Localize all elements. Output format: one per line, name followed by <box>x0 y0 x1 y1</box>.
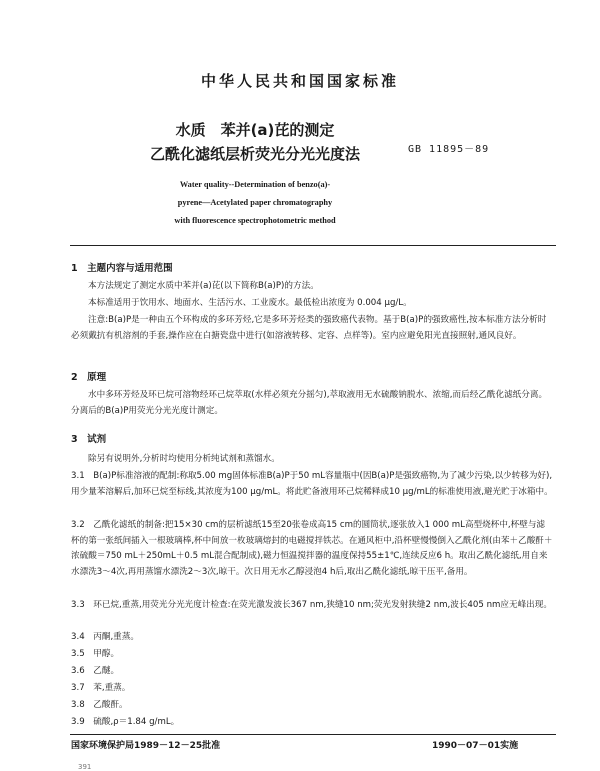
document-title <box>110 118 400 166</box>
item-3-6: 3.6 乙醚。 <box>71 666 120 676</box>
approval-date: 国家环境保护局1989－12－25批准 <box>71 741 221 751</box>
item-3-3: 3.3 环已烷,重蒸,用荧光分光光度计检查:在荧光激发波长367 nm,狭缝10 nm;荧光发射狭缝2 nm,波长405 nm应无峰出现。 <box>71 600 552 610</box>
section-3-intro: 除另有说明外,分析时均使用分析纯试剂和蒸馏水。 <box>88 454 280 464</box>
english-title-line-2: pyrene—Acetylated paper chromatography <box>177 198 333 207</box>
english-title-line-3: with fluorescence spectrophotometric method <box>174 216 336 225</box>
item-3-2: 3.2 乙酰化滤纸的制备:把15×30 cm的层析滤纸15至20张卷成高15 cm的圆筒状,逐张放入1 000 mL高型烧杯中,杯壁与滤杯的第一张纸间插入一根玻璃棒,杯中间放一枚玻璃熔封的电磁搅拌铁芯。在通风柜中,沿杯壁慢慢倒入乙酰化剂(由苯＋乙酸酐＋浓硫酸＝750 mL＋250mL＋0.5 mL混合配制成),磁力恒温搅拌器的温度保持55±1℃,连续反应6 h。取出乙酰化滤纸,用自来水漂洗3～4次,再用蒸馏水漂洗2～3次,晾干。次日用无水乙醇浸泡4 h后,取出乙酰化滤纸,晾干压平,备用。 <box>71 520 553 577</box>
item-3-4: 3.4 丙酮,重蒸。 <box>71 632 139 642</box>
english-title-line-1: Water quality--Determination of benzo(a)- <box>179 180 331 189</box>
effective-date: 1990－07－01实施 <box>432 741 519 751</box>
title-line-2: 乙酰化滤纸层析荧光分光光度法 <box>149 145 360 163</box>
footer-divider <box>70 734 556 735</box>
section-2-heading: 2 原理 <box>71 372 107 383</box>
header-divider <box>70 245 556 246</box>
section-1-note: 注意:B(a)P是一种由五个环构成的多环芳烃,它是多环芳烃类的强致癌代表物。基于B(a)P的强致癌性,按本标准方法分析时必须戴抗有机溶剂的手套,操作应在白搪瓷盘中进行(如溶液转移、定容、点样等)。室内应避免阳光直接照射,通风良好。 <box>71 315 547 341</box>
item-3-8: 3.8 乙酸酐。 <box>71 700 128 710</box>
page-number: 391 <box>78 763 92 771</box>
title-line-1: 水质 苯并(a)芘的测定 <box>175 121 335 139</box>
item-3-5: 3.5 甲醇。 <box>71 649 120 659</box>
section-1-paragraph-2: 本标准适用于饮用水、地面水、生活污水、工业废水。最低检出浓度为 0.004 μg/L。 <box>88 298 412 308</box>
item-3-1: 3.1 B(a)P标准溶液的配制:称取5.00 mg固体标准B(a)P于50 mL容量瓶中(因B(a)P是强致癌物,为了减少污染,以少转移为好),用少量苯溶解后,加环已烷至标线,其浓度为100 μg/mL。将此贮备液用环己烷稀释成10 μg/mL的标准使用液,避光贮于冰箱中。 <box>71 471 553 497</box>
standard-number: GB 11895－89 <box>408 144 490 155</box>
section-2-paragraph-1: 水中多环芳烃及环已烷可溶物经环己烷萃取(水样必须充分摇匀),萃取液用无水硫酸钠脱水、浓缩,而后经乙酰化滤纸分离。分离后的B(a)P用荧光分光光度计测定。 <box>71 390 548 416</box>
section-1-paragraph-1: 本方法规定了测定水质中苯并(a)芘(以下简称B(a)P)的方法。 <box>88 281 319 291</box>
section-3-heading: 3 试剂 <box>71 434 107 445</box>
english-title <box>110 176 400 230</box>
section-1-heading: 1 主题内容与适用范围 <box>71 263 173 274</box>
item-3-7: 3.7 苯,重蒸。 <box>71 683 131 693</box>
national-standard-heading: 中华人民共和国国家标准 <box>200 72 399 90</box>
item-3-9: 3.9 硫酸,ρ＝1.84 g/mL。 <box>71 717 180 727</box>
